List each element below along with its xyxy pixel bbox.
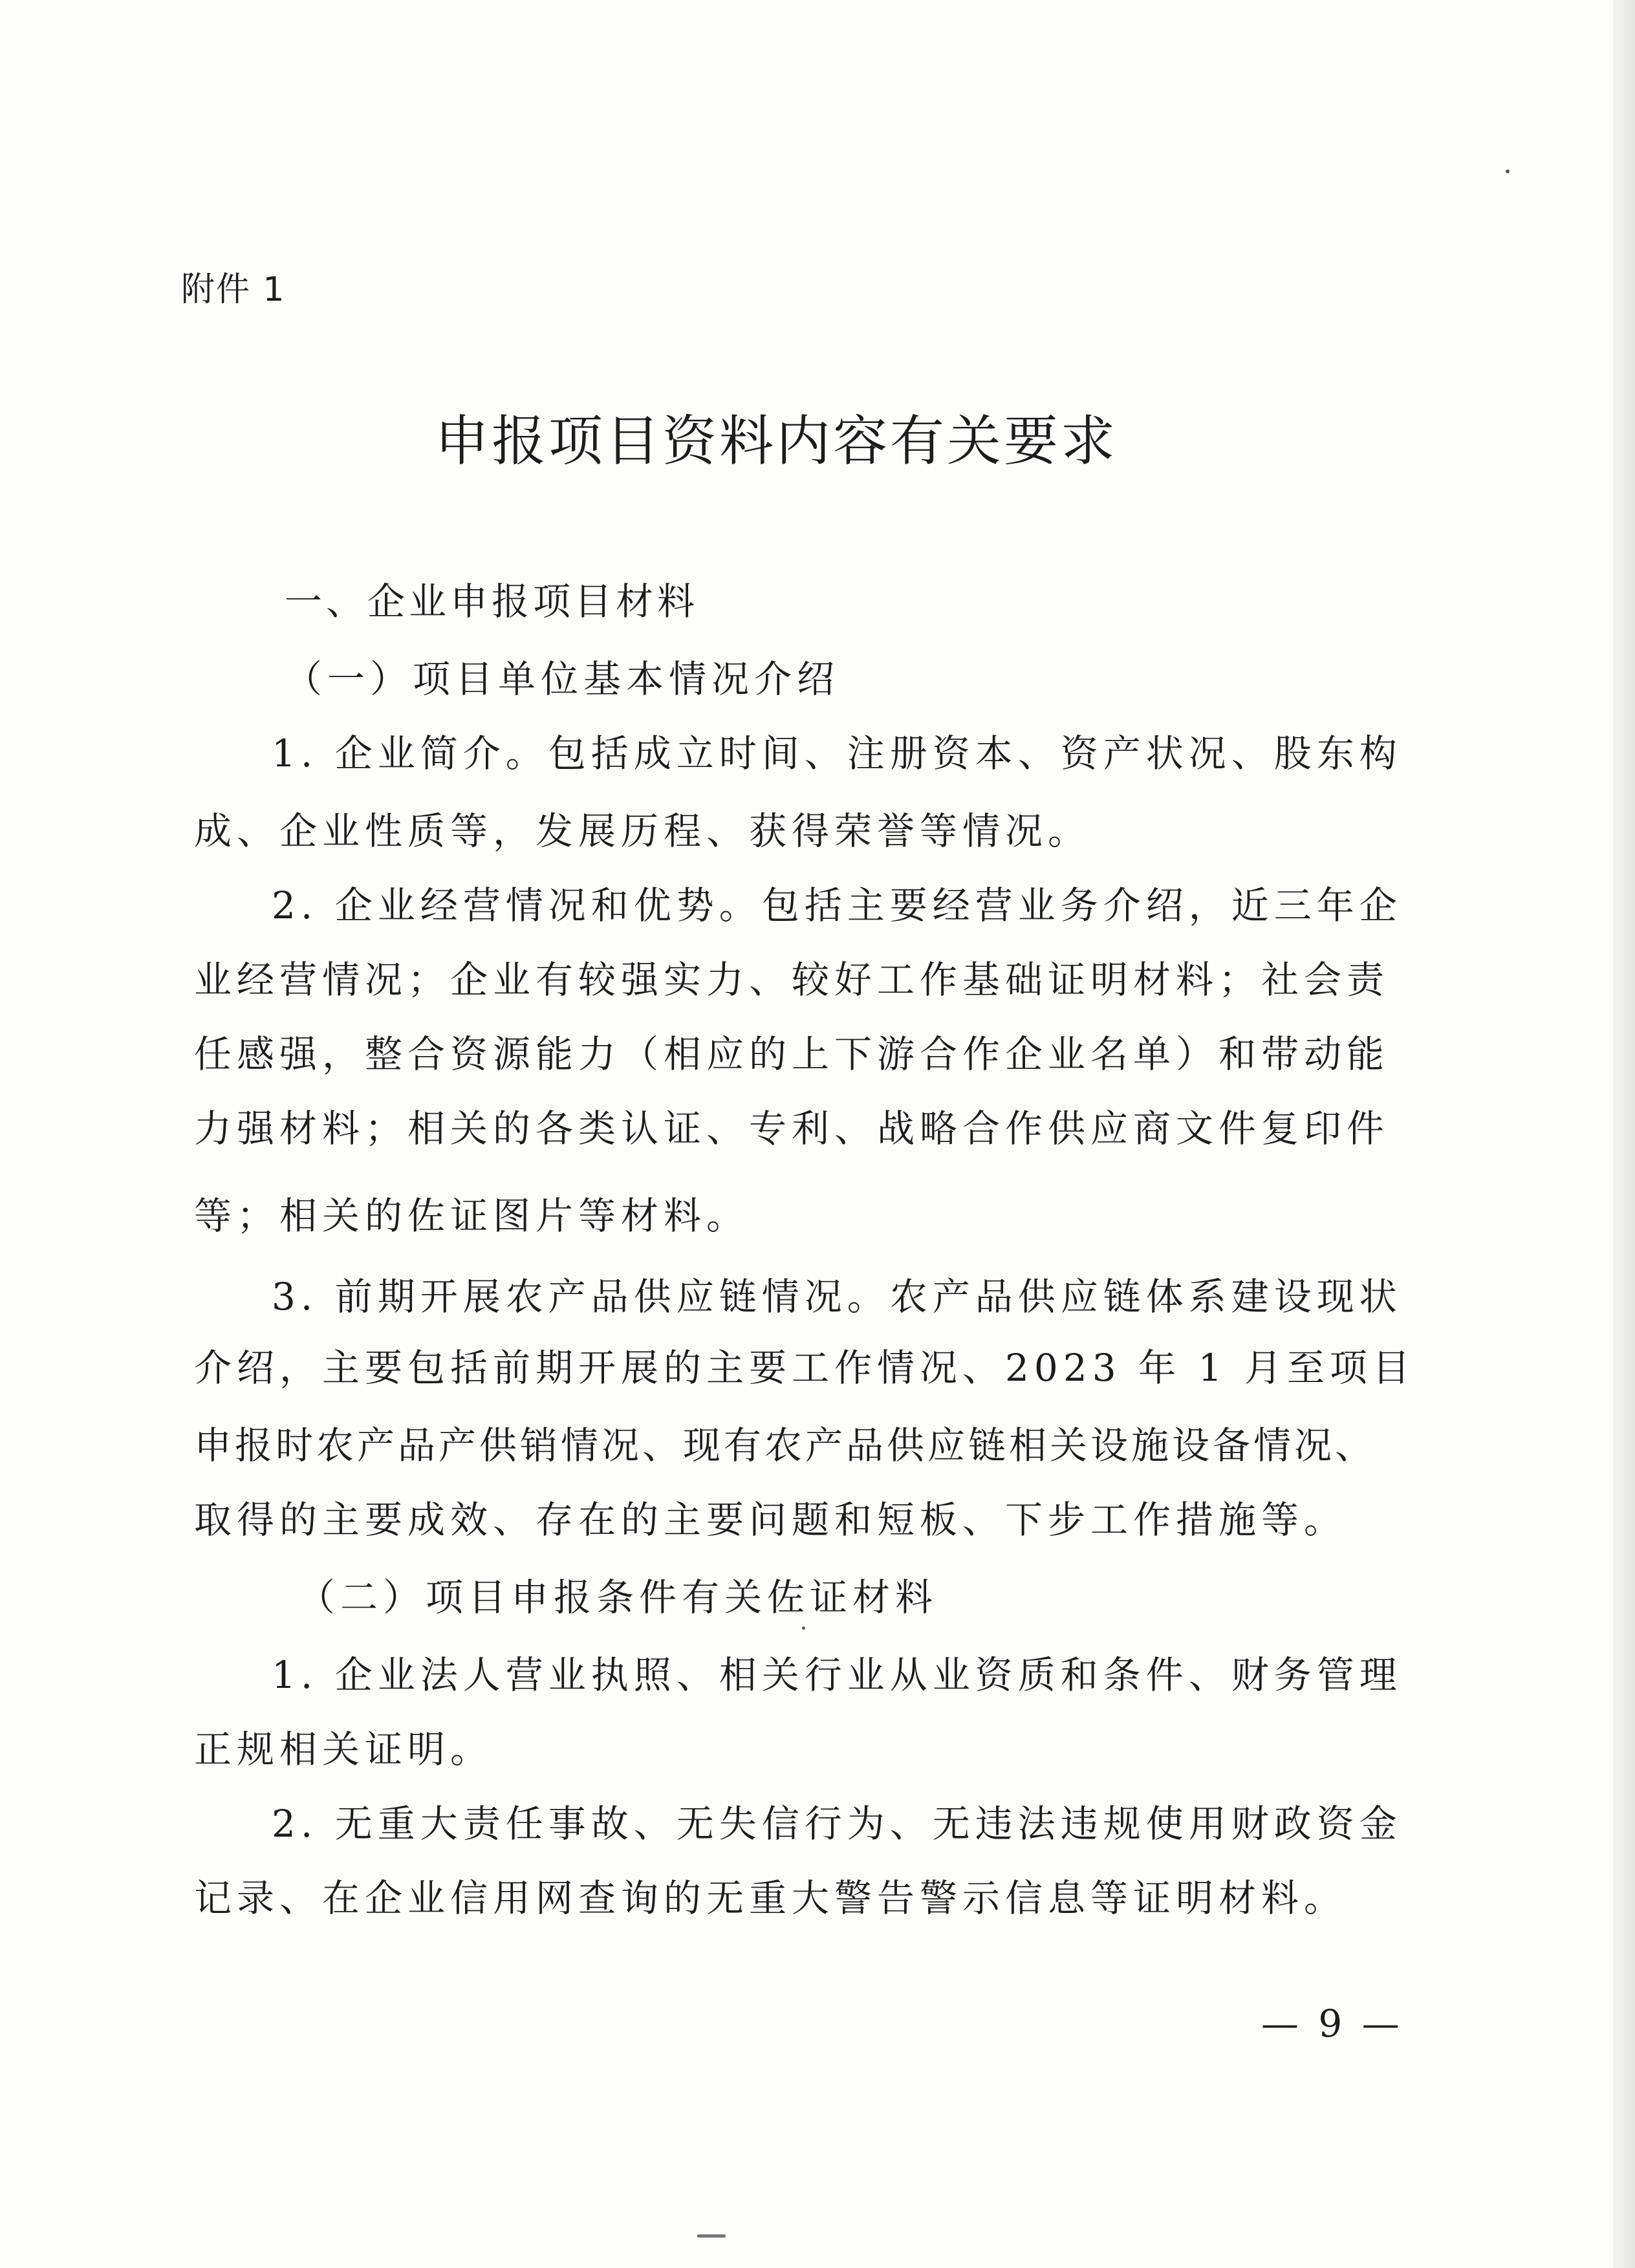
paragraph-line: 介绍，主要包括前期开展的主要工作情况、2023 年 1 月至项目 <box>194 1346 1415 1390</box>
paragraph-line: 2. 企业经营情况和优势。包括主要经营业务介绍，近三年企 <box>272 883 1402 927</box>
paragraph-line: 取得的主要成效、存在的主要问题和短板、下步工作措施等。 <box>194 1498 1347 1542</box>
subsection-heading: （一）项目单位基本情况介绍 <box>285 657 840 701</box>
document-title: 申报项目资料内容有关要求 <box>434 409 1118 473</box>
paragraph-line: 申报时农产品产供销情况、现有农产品供应链相关设施设备情况、 <box>194 1423 1376 1467</box>
paragraph-line: 业经营情况；企业有较强实力、较好工作基础证明材料；社会责 <box>194 958 1390 1002</box>
paragraph-line: 力强材料；相关的各类认证、专利、战略合作供应商文件复印件 <box>194 1107 1390 1150</box>
scan-speck <box>697 2234 726 2238</box>
paragraph-line: 1. 企业简介。包括成立时间、注册资本、资产状况、股东构 <box>272 731 1402 775</box>
paragraph-line: 3. 前期开展农产品供应链情况。农产品供应链体系建设现状 <box>272 1275 1402 1319</box>
scan-speck <box>802 1626 805 1630</box>
subsection-heading: （二）项目申报条件有关佐证材料 <box>298 1575 938 1619</box>
paragraph-line: 1. 企业法人营业执照、相关行业从业资质和条件、财务管理 <box>272 1653 1402 1697</box>
paragraph-line: 正规相关证明。 <box>194 1727 493 1771</box>
paragraph-line: 成、企业性质等，发展历程、获得荣誉等情况。 <box>194 809 1091 853</box>
paragraph-line: 记录、在企业信用网查询的无重大警告警示信息等证明材料。 <box>194 1876 1347 1920</box>
section-heading: 一、企业申报项目材料 <box>285 579 699 623</box>
scan-speck <box>1506 169 1510 173</box>
paragraph-line: 2. 无重大责任事故、无失信行为、无违法违规使用财政资金 <box>272 1802 1402 1846</box>
paragraph-line: 等；相关的佐证图片等材料。 <box>194 1194 750 1238</box>
page-number: — 9 — <box>1261 2002 1403 2046</box>
attachment-label: 附件 1 <box>181 270 286 309</box>
scan-edge <box>1613 0 1635 2268</box>
paragraph-line: 任感强，整合资源能力（相应的上下游合作企业名单）和带动能 <box>194 1032 1390 1076</box>
